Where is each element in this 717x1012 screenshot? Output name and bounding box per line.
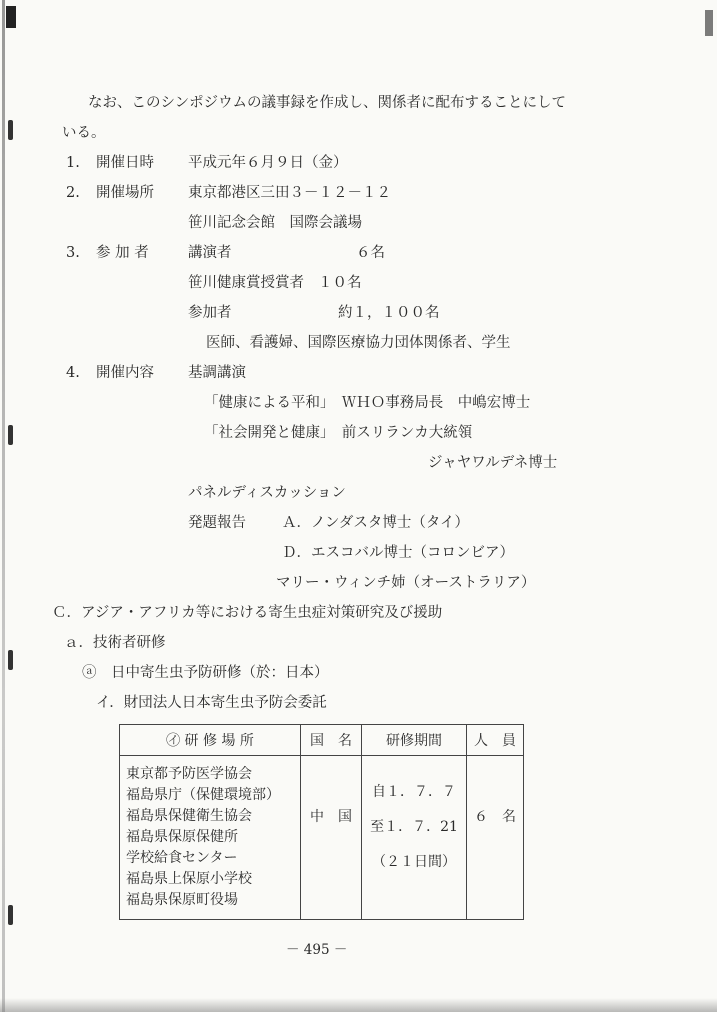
item-1-label: 開催日時	[96, 155, 154, 171]
table-row	[120, 756, 524, 920]
keynote-talk-1: 「健康による平和」 ＷＨＯ事務局長 中嶋宏博士	[204, 395, 531, 411]
intro-line-1: なお、このシンポジウムの議事録を作成し、関係者に配布することにして	[88, 95, 566, 111]
item-2-value-2: 笹川記念会館 国際会議場	[188, 215, 362, 231]
binding-mark	[8, 650, 13, 670]
report-label: 発題報告	[188, 515, 246, 531]
keynote-heading: 基調講演	[188, 365, 246, 381]
item-2-value: 東京都港区三田３－１２－１２	[188, 185, 391, 201]
intro-line-2: いる。	[62, 125, 106, 141]
binding-mark	[8, 905, 13, 925]
speakers-count: ６名	[356, 245, 385, 261]
country-cell: 中 国	[301, 756, 362, 920]
scan-corner-mark-right	[705, 10, 713, 36]
place-item: 福島県上保原小学校	[126, 871, 252, 887]
header-period: 研修期間	[362, 725, 467, 756]
people-cell: ６ 名	[467, 756, 524, 920]
speakers-label: 講演者	[188, 245, 232, 261]
scan-corner-mark	[6, 6, 16, 28]
place-item: 福島県庁（保健環境部）	[126, 787, 280, 803]
awardees-count: １０名	[318, 275, 362, 291]
place-item: 学校給食センター	[126, 850, 238, 866]
report-1: Ａ．ノンダスタ博士（タイ）	[282, 515, 470, 531]
item-1-number: 1.	[66, 155, 80, 171]
header-country: 国 名	[301, 725, 362, 756]
header-place: ㋑ 研 修 場 所	[120, 725, 301, 756]
places-cell	[120, 756, 301, 920]
place-item: 福島県保原町役場	[126, 892, 238, 908]
item-4-label: 開催内容	[96, 365, 154, 381]
item-2-number: 2.	[66, 185, 80, 201]
subsection-circle-a: ⓐ 日中寄生虫予防研修（於：日本）	[82, 665, 329, 681]
period-days: （２１日間）	[372, 854, 456, 870]
place-item: 東京都予防医学協会	[126, 766, 252, 782]
scan-shadow	[0, 998, 717, 1012]
subsection-a-heading: ａ．技術者研修	[64, 635, 166, 651]
item-2-label: 開催場所	[96, 185, 154, 201]
period-to: 至１．７．21	[370, 819, 458, 835]
panel-heading: パネルディスカッション	[188, 485, 346, 501]
participants-label: 参加者	[188, 305, 232, 321]
subsection-i: イ．財団法人日本寄生虫予防会委託	[96, 695, 327, 711]
item-1-value: 平成元年６月９日（金）	[188, 155, 348, 171]
participants-count: 約１，１００名	[338, 305, 440, 321]
report-3: マリー・ウィンチ姉（オーストラリア）	[276, 575, 536, 591]
item-3-label: 参 加 者	[96, 245, 149, 261]
awardees-label: 笹川健康賞授賞者	[188, 275, 304, 291]
section-c-heading: Ｃ．アジア・アフリカ等における寄生虫症対策研究及び援助	[52, 605, 443, 621]
place-item: 福島県保健衛生協会	[126, 808, 252, 824]
period-from: 自１．７．７	[372, 784, 456, 800]
training-table	[119, 724, 524, 920]
place-item: 福島県保原保健所	[126, 829, 238, 845]
item-4-number: 4.	[66, 365, 80, 381]
table-header-row	[120, 725, 524, 756]
binding-mark	[8, 120, 13, 140]
header-people: 人 員	[467, 725, 524, 756]
keynote-talk-2: 「社会開発と健康」 前スリランカ大統領	[204, 425, 473, 441]
page-number: － 495 －	[286, 942, 348, 958]
scan-edge	[2, 0, 5, 1012]
item-3-number: 3.	[66, 245, 80, 261]
participants-detail: 医師、看護婦、国際医療協力団体関係者、学生	[206, 335, 511, 351]
period-cell	[362, 756, 467, 920]
report-2: Ｄ．エスコバル博士（コロンビア）	[282, 545, 514, 561]
binding-mark	[8, 425, 13, 445]
keynote-talk-2-speaker: ジャヤワルデネ博士	[428, 455, 558, 471]
